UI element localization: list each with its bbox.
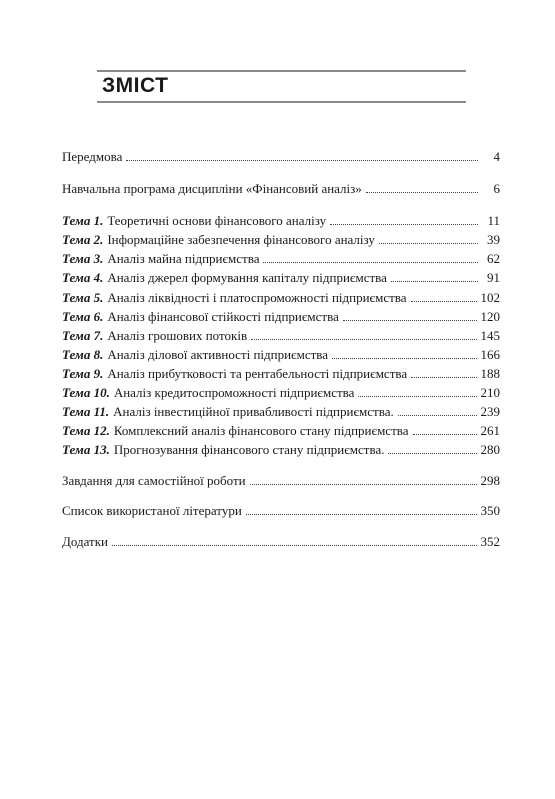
toc-entry[interactable] <box>62 210 500 228</box>
toc-entry[interactable] <box>62 470 500 488</box>
toc-entry-title: Аналіз ділової активності підприємства <box>107 347 329 362</box>
toc-entry[interactable] <box>62 439 500 457</box>
toc-entry-title: Аналіз інвестиційної привабливості підприємства. <box>113 404 394 419</box>
page-title: ЗМІСТ <box>102 74 169 97</box>
toc-entry[interactable] <box>62 287 500 305</box>
toc-entry-title: Аналіз прибутковості та рентабельності підприємства <box>107 366 408 381</box>
toc-dot-leader <box>246 513 477 515</box>
toc-dot-leader <box>251 338 476 340</box>
toc-entry-page-number: 11 <box>487 213 500 228</box>
toc-entry[interactable] <box>62 306 500 324</box>
toc-entry[interactable] <box>62 267 500 285</box>
toc-entry[interactable] <box>62 248 500 266</box>
toc-dot-leader <box>112 544 477 546</box>
toc-dot-leader <box>391 280 478 282</box>
toc-entry[interactable] <box>62 325 500 343</box>
toc-dot-leader <box>411 376 476 378</box>
toc-entry-title: Інформаційне забезпечення фінансового аналізу <box>107 232 375 247</box>
toc-entry[interactable] <box>62 420 500 438</box>
toc-entry-title: Аналіз ліквідності і платоспроможності підприємства <box>107 290 407 305</box>
toc-dot-leader <box>250 483 477 485</box>
toc-dot-leader <box>366 191 478 193</box>
toc-entry-topic-number: Тема 10. <box>62 385 110 400</box>
toc-entry-page-number: 298 <box>480 473 500 488</box>
toc-dot-leader <box>332 357 476 359</box>
toc-entry-page-number: 91 <box>487 270 500 285</box>
toc-entry-topic-number: Тема 7. <box>62 328 104 343</box>
toc-entry-title: Аналіз джерел формування капіталу підприємства <box>107 270 387 285</box>
toc-entry-title: Список використаної літератури <box>62 503 242 518</box>
heading-top-rule <box>97 70 466 72</box>
toc-entry-page-number: 352 <box>480 534 500 549</box>
toc-entry-title: Аналіз фінансової стійкості підприємства <box>107 309 339 324</box>
toc-entry-title: Прогнозування фінансового стану підприємства. <box>113 442 385 457</box>
toc-dot-leader <box>126 159 478 161</box>
toc-entry-topic-number: Тема 13. <box>62 442 110 457</box>
heading-bottom-rule <box>97 101 466 103</box>
toc-dot-leader <box>388 452 476 454</box>
toc-entry-topic-number: Тема 9. <box>62 366 104 381</box>
toc-entry[interactable] <box>62 229 500 247</box>
toc-entry-topic-number: Тема 3. <box>62 251 104 266</box>
toc-entry-topic-number: Тема 6. <box>62 309 104 324</box>
toc-entry[interactable] <box>62 382 500 400</box>
toc-entry-topic-number: Тема 8. <box>62 347 104 362</box>
toc-entry-page-number: 120 <box>480 309 500 324</box>
toc-entry-page-number: 261 <box>480 423 500 438</box>
toc-entry-topic-number: Тема 12. <box>62 423 110 438</box>
toc-dot-leader <box>343 319 477 321</box>
toc-entry-topic-number: Тема 2. <box>62 232 104 247</box>
toc-dot-leader <box>398 414 477 416</box>
toc-entry-title: Навчальна програма дисципліни «Фінансовий аналіз» <box>62 181 362 196</box>
toc-dot-leader <box>330 223 478 225</box>
toc-entry-title: Комплексний аналіз фінансового стану підприємства <box>113 423 409 438</box>
toc-entry-title: Аналіз грошових потоків <box>107 328 248 343</box>
toc-entry-topic-number: Тема 11. <box>62 404 110 419</box>
toc-entry-title: Аналіз кредитоспроможності підприємства <box>113 385 355 400</box>
toc-entry-page-number: 166 <box>480 347 500 362</box>
toc-entry[interactable] <box>62 363 500 381</box>
toc-entry-page-number: 239 <box>480 404 500 419</box>
toc-entry-page-number: 39 <box>487 232 500 247</box>
toc-entry-page-number: 145 <box>480 328 500 343</box>
toc-entry-title: Передмова <box>62 149 123 164</box>
toc-entry-page-number: 280 <box>480 442 500 457</box>
toc-entry-topic-number: Тема 1. <box>62 213 104 228</box>
toc-entry[interactable] <box>62 401 500 419</box>
toc-entry-page-number: 62 <box>487 251 500 266</box>
toc-entry-title: Теоретичні основи фінансового аналізу <box>107 213 327 228</box>
toc-entry[interactable] <box>62 500 500 518</box>
toc-dot-leader <box>411 300 477 302</box>
toc-entry-page-number: 4 <box>493 149 500 164</box>
toc-entry-title: Завдання для самостійної роботи <box>62 473 246 488</box>
toc-entry-page-number: 102 <box>480 290 500 305</box>
toc-entry-title: Аналіз майна підприємства <box>107 251 260 266</box>
toc-entry-page-number: 350 <box>480 503 500 518</box>
toc-entry-page-number: 210 <box>480 385 500 400</box>
toc-entry-topic-number: Тема 4. <box>62 270 104 285</box>
toc-entry-page-number: 6 <box>493 181 500 196</box>
toc-dot-leader <box>379 242 478 244</box>
toc-entry[interactable] <box>62 344 500 362</box>
toc-entry-page-number: 188 <box>480 366 500 381</box>
toc-entry-title: Додатки <box>62 534 108 549</box>
toc-entry-topic-number: Тема 5. <box>62 290 104 305</box>
toc-dot-leader <box>263 261 478 263</box>
toc-entry[interactable] <box>62 531 500 549</box>
toc-entry[interactable] <box>62 146 500 164</box>
toc-dot-leader <box>413 433 477 435</box>
toc-dot-leader <box>358 395 476 397</box>
toc-entry[interactable] <box>62 178 500 196</box>
